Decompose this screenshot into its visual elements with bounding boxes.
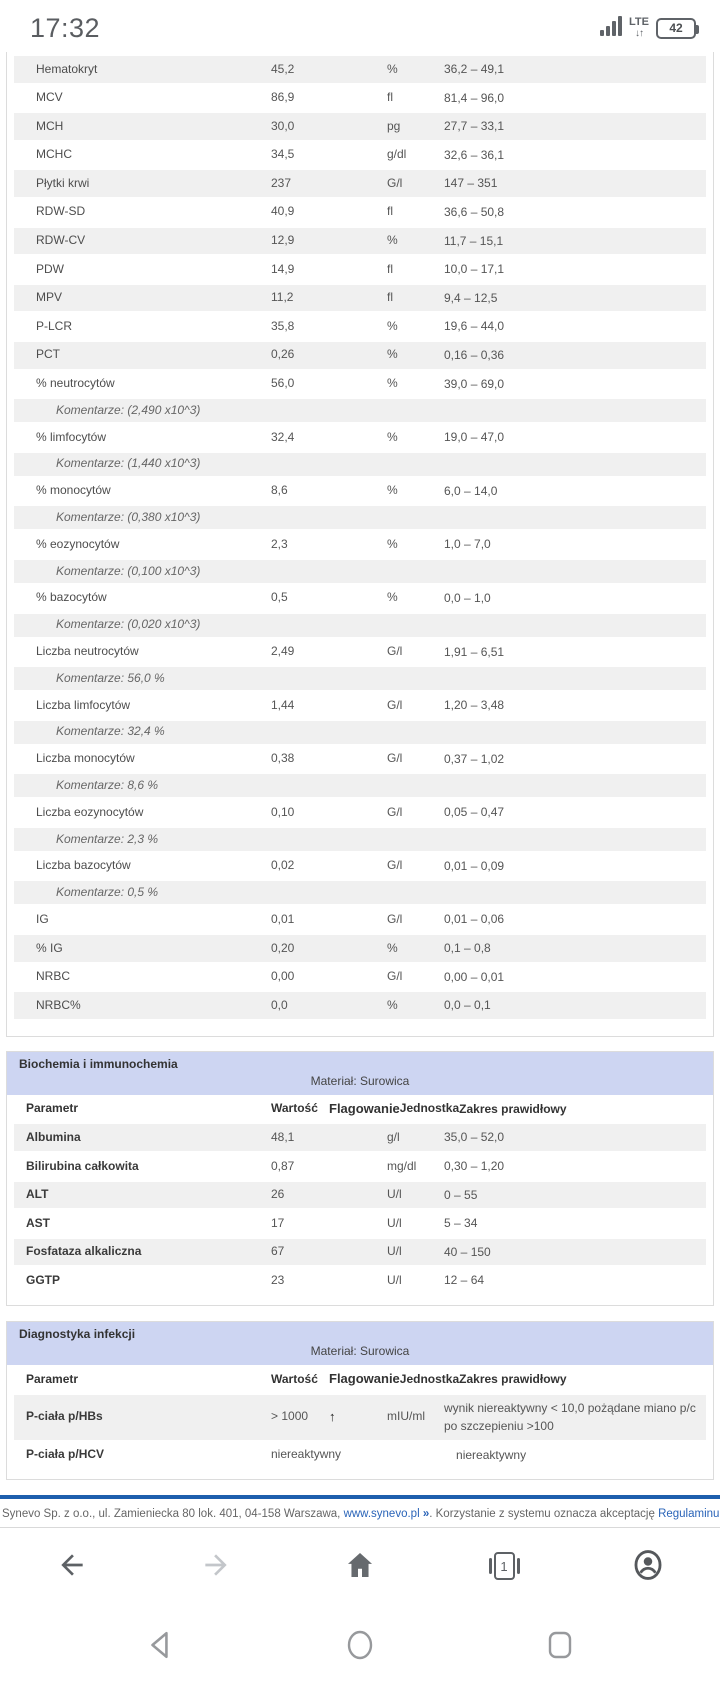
value-cell: 0,01 [271, 911, 295, 926]
column-header-row [14, 1095, 706, 1124]
column-header: Flagowanie [329, 1100, 400, 1116]
footer-legal-text: . Korzystanie z systemu oznacza akceptację [429, 1508, 659, 1521]
param-cell: RDW-SD [36, 204, 86, 219]
home-circle-icon [346, 1629, 374, 1664]
param-cell: NRBC [36, 969, 71, 984]
unit-cell: G/l [387, 644, 403, 658]
unit-cell: U/l [387, 1272, 402, 1287]
range-cell: 10,0 – 17,1 [444, 262, 505, 277]
status-icons [600, 16, 696, 41]
value-cell: 0,10 [271, 804, 295, 819]
unit-cell: mIU/ml [387, 1409, 425, 1424]
footer [0, 1499, 720, 1528]
param-cell: MCH [36, 118, 64, 133]
table-row [14, 84, 706, 113]
param-cell: % monocytów [36, 483, 111, 498]
browser-profile-button[interactable] [618, 1538, 678, 1594]
tab-count-text: 1 [500, 1558, 508, 1574]
comment-text: Komentarze: (1,440 x10^3) [56, 456, 201, 471]
range-cell: 27,7 – 33,1 [444, 119, 505, 134]
param-cell: RDW-CV [36, 233, 86, 248]
section-title: Diagnostyka infekcji [19, 1327, 136, 1341]
comment-row [14, 505, 706, 530]
param-cell: MPV [36, 290, 63, 305]
table-row [14, 905, 706, 934]
value-cell: 23 [271, 1272, 285, 1287]
unit-cell: G/l [387, 175, 403, 190]
param-cell: P-ciała p/HBs [26, 1409, 103, 1424]
table-row [14, 1181, 706, 1210]
clock-text: 17:32 [30, 12, 101, 43]
table-row [14, 198, 706, 227]
table-row [14, 477, 706, 506]
unit-cell: g/dl [387, 147, 407, 162]
table-row [14, 312, 706, 341]
section-card [6, 1321, 714, 1480]
column-header: Zakres prawidłowy [459, 1101, 567, 1116]
param-cell: MCV [36, 90, 63, 105]
value-cell: 67 [271, 1244, 285, 1259]
range-cell: 0,37 – 1,02 [444, 751, 505, 766]
value-cell: 48,1 [271, 1129, 295, 1144]
system-back-button[interactable] [60, 1616, 260, 1676]
footer-address-text: Synevo Sp. z o.o., ul. Zamieniecka 80 lok. 401, 04-158 Warszawa, [2, 1508, 344, 1521]
comment-row [14, 880, 706, 905]
param-cell: % neutrocytów [36, 376, 115, 391]
range-cell: 32,6 – 36,1 [444, 147, 505, 162]
value-cell: 14,9 [271, 261, 295, 276]
table-row [14, 112, 706, 141]
comment-row [14, 773, 706, 798]
status-bar [0, 0, 720, 52]
table-row [14, 341, 706, 370]
range-cell: 40 – 150 [444, 1244, 491, 1259]
table-row [14, 370, 706, 399]
table-row [14, 584, 706, 613]
battery-level-text: 42 [669, 21, 683, 35]
value-cell: 45,2 [271, 61, 295, 76]
comment-row [14, 613, 706, 638]
table-row [14, 1441, 706, 1470]
unit-cell: G/l [387, 969, 403, 984]
table-row [14, 1209, 706, 1238]
system-recents-button[interactable] [460, 1616, 660, 1676]
table-row [14, 1238, 706, 1267]
unit-cell: % [387, 997, 398, 1012]
param-cell: PDW [36, 261, 64, 276]
unit-cell: G/l [387, 697, 403, 712]
param-cell: P-ciała p/HCV [26, 1447, 105, 1462]
section-header [7, 1322, 713, 1365]
table-row [14, 255, 706, 284]
unit-cell: U/l [387, 1187, 402, 1202]
value-cell: 237 [271, 175, 292, 190]
unit-cell: fl [387, 204, 393, 219]
value-cell: 32,4 [271, 429, 295, 444]
value-cell: 30,0 [271, 118, 295, 133]
table-row [14, 1394, 706, 1441]
unit-cell: fl [387, 261, 393, 276]
unit-cell: pg [387, 118, 401, 133]
value-cell: 0,5 [271, 590, 288, 605]
value-cell: 12,9 [271, 233, 295, 248]
param-cell: Liczba limfocytów [36, 697, 131, 712]
unit-cell: % [387, 233, 398, 248]
browser-forward-button[interactable] [186, 1538, 246, 1594]
param-cell: % eozynocytów [36, 536, 120, 551]
signal-strength-icon [600, 16, 624, 41]
range-cell: wynik niereaktywny < 10,0 pożądane miano p/c po szczepieniu >100 [444, 1400, 696, 1434]
range-cell: 0,01 – 0,06 [444, 912, 505, 927]
section-card [6, 1051, 714, 1306]
column-header: Jednostka [399, 1101, 460, 1116]
network-type-label: LTE [629, 16, 649, 28]
comment-row [14, 827, 706, 852]
value-cell: 11,2 [271, 290, 294, 305]
param-cell: Liczba bazocytów [36, 858, 131, 873]
value-cell: 0,02 [271, 858, 295, 873]
value-cell: 35,8 [271, 318, 295, 333]
unit-cell: G/l [387, 858, 403, 873]
value-cell: 0,26 [271, 347, 295, 362]
range-cell: 0,16 – 0,36 [444, 347, 505, 362]
hematology-table-body [7, 55, 713, 1020]
param-cell: AST [26, 1215, 50, 1230]
section-header [7, 1052, 713, 1095]
comment-text: Komentarze: 2,3 % [56, 831, 159, 846]
value-cell: 0,00 [271, 969, 295, 984]
system-home-button[interactable] [260, 1616, 460, 1676]
value-cell: 26 [271, 1187, 285, 1202]
table-row [14, 934, 706, 963]
table-row [14, 745, 706, 774]
range-cell: 12 – 64 [444, 1273, 485, 1288]
section-material-label: Materiał: Surowica [310, 1344, 410, 1358]
range-cell: 0,0 – 1,0 [444, 590, 491, 605]
param-cell: % limfocytów [36, 429, 107, 444]
table-row [14, 798, 706, 827]
param-cell: Płytki krwi [36, 175, 90, 190]
unit-cell: G/l [387, 804, 403, 819]
range-cell: 35,0 – 52,0 [444, 1130, 505, 1145]
unit-cell: % [387, 318, 398, 333]
unit-cell: % [387, 429, 398, 444]
value-cell: niereaktywny [271, 1447, 342, 1462]
browser-home-button[interactable] [330, 1538, 390, 1594]
column-header: Parametr [26, 1101, 79, 1116]
param-cell: IG [36, 911, 49, 926]
value-cell: 0,0 [271, 997, 288, 1012]
column-header: Zakres prawidłowy [459, 1372, 567, 1386]
table-row [14, 141, 706, 170]
table-row [14, 169, 706, 198]
terms-link[interactable]: Regulaminu [658, 1508, 720, 1521]
unit-cell: % [387, 61, 398, 76]
comment-text: Komentarze: (0,380 x10^3) [56, 510, 201, 525]
value-cell: > 1000 [271, 1409, 309, 1424]
comment-row [14, 452, 706, 477]
unit-cell: fl [387, 290, 393, 305]
column-header: Flagowanie [329, 1370, 400, 1386]
value-cell: 0,20 [271, 940, 295, 955]
unit-cell: % [387, 347, 398, 362]
comment-text: Komentarze: 56,0 % [56, 670, 165, 685]
param-cell: NRBC% [36, 997, 81, 1012]
range-cell: 19,6 – 44,0 [444, 319, 505, 334]
unit-cell: % [387, 590, 398, 605]
range-cell: 6,0 – 14,0 [444, 483, 498, 498]
range-cell: 0 – 55 [444, 1187, 478, 1202]
range-cell: 36,2 – 49,1 [444, 62, 505, 76]
param-cell: Hematokryt [36, 61, 98, 76]
unit-cell: G/l [387, 751, 403, 766]
value-cell: 2,49 [271, 644, 295, 658]
column-header: Wartość [271, 1101, 318, 1116]
synevo-website-link[interactable]: www.synevo.pl [343, 1508, 420, 1521]
unit-cell: % [387, 536, 398, 551]
param-cell: P-LCR [36, 318, 73, 333]
table-row [14, 284, 706, 313]
value-cell: 34,5 [271, 147, 295, 162]
range-cell: 0,00 – 0,01 [444, 969, 505, 984]
range-cell: 1,20 – 3,48 [444, 698, 505, 713]
unit-cell: % [387, 483, 398, 498]
table-row [14, 1123, 706, 1152]
system-navigation-bar [0, 1604, 720, 1688]
comment-text: Komentarze: (0,020 x10^3) [56, 617, 201, 632]
table-row [14, 691, 706, 720]
unit-cell: fl [387, 90, 393, 105]
value-cell: 0,87 [271, 1158, 295, 1173]
back-triangle-icon [147, 1630, 173, 1663]
table-row [14, 963, 706, 992]
comment-text: Komentarze: 8,6 % [56, 777, 159, 792]
range-cell: 0,1 – 0,8 [444, 941, 491, 956]
comment-text: Komentarze: 32,4 % [56, 724, 165, 739]
recents-square-icon [547, 1630, 573, 1663]
browser-back-button[interactable] [42, 1538, 102, 1594]
range-cell: 0,01 – 0,09 [444, 858, 505, 873]
section-material-label: Materiał: Surowica [310, 1073, 410, 1088]
param-cell: Liczba neutrocytów [36, 644, 139, 658]
browser-navigation-bar [0, 1528, 720, 1604]
column-header: Parametr [26, 1371, 79, 1386]
table-row [14, 227, 706, 256]
comment-row [14, 666, 706, 691]
range-cell: 0,30 – 1,20 [444, 1159, 505, 1174]
param-cell: Albumina [26, 1129, 81, 1144]
comment-text: Komentarze: (0,100 x10^3) [56, 563, 201, 578]
column-header: Wartość [271, 1371, 318, 1386]
value-cell: 2,3 [271, 536, 288, 551]
account-circle-icon [631, 1548, 665, 1585]
table-row [14, 423, 706, 452]
comment-row [14, 398, 706, 423]
param-cell: % bazocytów [36, 590, 107, 605]
comment-text: Komentarze: 0,5 % [56, 885, 159, 900]
param-cell: ALT [26, 1187, 49, 1202]
param-cell: MCHC [36, 147, 72, 162]
table-row [14, 991, 706, 1020]
hematology-results-card [6, 52, 714, 1037]
footer-arrow-icon: » [422, 1508, 430, 1521]
range-cell: 1,0 – 7,0 [444, 537, 491, 552]
forward-arrow-icon [200, 1549, 232, 1584]
data-activity-arrows-icon: ↓↑ [635, 28, 644, 39]
tab-switcher-icon [494, 1552, 515, 1580]
unit-cell: % [387, 940, 398, 955]
range-cell: 81,4 – 96,0 [444, 90, 505, 105]
browser-tabs-button[interactable] [474, 1538, 534, 1594]
unit-cell: % [387, 376, 398, 391]
value-cell: 40,9 [271, 204, 295, 219]
range-cell: 5 – 34 [444, 1216, 478, 1231]
range-cell: 19,0 – 47,0 [444, 430, 505, 445]
range-cell: 147 – 351 [444, 176, 498, 191]
range-cell: 0,05 – 0,47 [444, 805, 505, 820]
comment-text: Komentarze: (2,490 x10^3) [56, 402, 201, 417]
value-cell: 8,6 [271, 483, 288, 498]
param-cell: GGTP [26, 1272, 61, 1287]
comment-row [14, 559, 706, 584]
table-row [14, 530, 706, 559]
range-cell: 11,7 – 15,1 [444, 233, 504, 248]
param-cell: % IG [36, 940, 63, 955]
range-cell: 36,6 – 50,8 [444, 204, 505, 219]
flag-cell: ↑ [329, 1408, 336, 1424]
table-row [14, 852, 706, 881]
network-type-indicator [629, 17, 649, 39]
column-header-row [14, 1365, 706, 1394]
result-sections [0, 1051, 720, 1481]
value-cell: 17 [271, 1215, 285, 1230]
value-cell: 86,9 [271, 90, 295, 105]
unit-cell: G/l [387, 911, 403, 926]
home-icon [344, 1549, 376, 1584]
unit-cell: mg/dl [387, 1158, 417, 1173]
unit-cell: U/l [387, 1215, 402, 1230]
param-cell: Liczba monocytów [36, 751, 135, 766]
unit-cell: g/l [387, 1129, 400, 1144]
param-cell: PCT [36, 347, 60, 362]
table-row [14, 55, 706, 84]
value-cell: 0,38 [271, 751, 295, 766]
value-cell: 1,44 [271, 697, 295, 712]
range-cell: niereaktywny [456, 1447, 527, 1462]
unit-cell: U/l [387, 1244, 402, 1259]
back-arrow-icon [56, 1549, 88, 1584]
value-cell: 56,0 [271, 376, 295, 391]
range-cell: 9,4 – 12,5 [444, 290, 498, 305]
param-cell: Liczba eozynocytów [36, 804, 144, 819]
param-cell: Fosfataza alkaliczna [26, 1244, 142, 1259]
battery-icon [656, 18, 696, 39]
range-cell: 1,91 – 6,51 [444, 644, 505, 659]
range-cell: 0,0 – 0,1 [444, 998, 491, 1013]
param-cell: Bilirubina całkowita [26, 1158, 139, 1173]
table-row [14, 1152, 706, 1181]
table-row [14, 1266, 706, 1295]
comment-row [14, 720, 706, 745]
column-header: Jednostka [399, 1371, 460, 1386]
table-row [14, 638, 706, 667]
range-cell: 39,0 – 69,0 [444, 376, 505, 391]
section-title: Biochemia i immunochemia [19, 1056, 178, 1071]
